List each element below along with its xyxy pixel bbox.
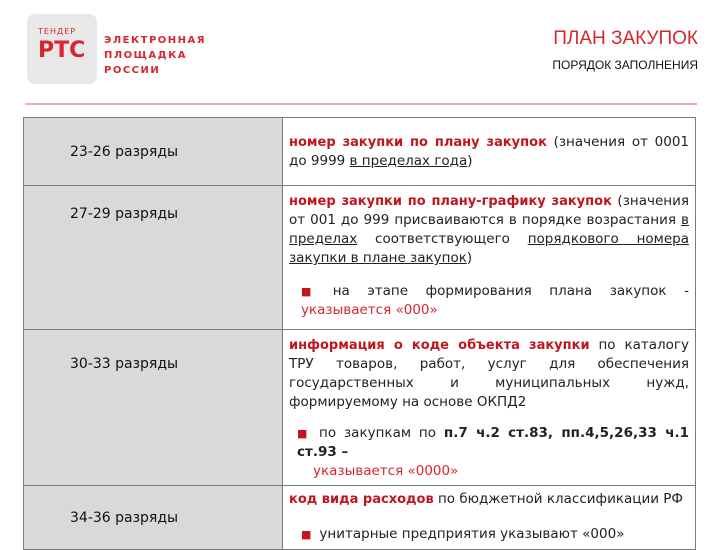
desc-text: по бюджетной классификации РФ (433, 491, 684, 507)
desc-underlined: в пределах (289, 212, 689, 247)
bullet-square-icon: ■ (301, 528, 312, 541)
page-subtitle: ПОРЯДОК ЗАПОЛНЕНИЯ (552, 58, 698, 72)
desc-underlined: порядкового номера закупки в плане закупок (289, 231, 689, 266)
bullet-square-icon: ■ (297, 427, 312, 440)
page-title: ПЛАН ЗАКУПОК (553, 28, 698, 49)
bullet-text: на этапе формирования плана закупок - (332, 283, 689, 299)
org-name-line: РОССИИ (104, 65, 161, 76)
table-row (24, 186, 696, 330)
description-cell (283, 118, 696, 186)
bullet-bold: п.7 ч.2 ст.83, пп.4,5,26,33 ч.1 ст.93 – (297, 425, 689, 460)
tender-rts-logo (27, 14, 97, 84)
bullet-highlight: указывается «000» (301, 302, 438, 318)
table-row (24, 118, 696, 186)
logo-big-text: РТС (38, 38, 86, 63)
desc-text: по каталогу ТРУ товаров, работ, услуг для обеспечения государственных и муниципальных нужд, формируемому на основе ОКПД2 (289, 337, 689, 410)
table-row (24, 330, 696, 486)
rules-table (23, 117, 696, 550)
bullet-highlight: указывается «0000» (313, 463, 459, 479)
desc-text: (значения от 0001 до 9999 (289, 133, 689, 169)
description-cell (283, 330, 696, 486)
bullet-text: по закупкам по (319, 425, 444, 441)
description-cell (283, 186, 696, 330)
org-name-line: ЭЛЕКТРОННАЯ (104, 35, 206, 46)
keyword: номер закупки по плану закупок (289, 134, 547, 150)
desc-text: ) (467, 152, 473, 169)
keyword: информация о коде объекта закупки (289, 338, 590, 353)
desc-text: ) (466, 250, 473, 266)
org-name (104, 33, 206, 78)
keyword: номер закупки по плану-графику закупок (289, 194, 612, 209)
desc-text: (значения от 001 до 999 присваиваются в порядке возрастания (289, 193, 689, 228)
category-cell: 27-29 разряды (24, 186, 283, 330)
bullet-square-icon: ■ (301, 285, 325, 298)
category-cell: 23-26 разряды (24, 118, 283, 186)
bullet-item (289, 525, 689, 544)
category-cell: 34-36 разряды (24, 486, 283, 550)
bullet-item (289, 282, 689, 320)
desc-underlined: в пределах года (349, 152, 468, 169)
bullet-item (289, 424, 689, 481)
desc-text: соответствующего (357, 231, 528, 247)
keyword: код вида расходов (289, 492, 434, 507)
header-divider (25, 103, 697, 105)
category-cell: 30-33 разряды (24, 330, 283, 486)
org-name-line: ПЛОЩАДКА (104, 50, 187, 61)
logo-small-text: ТЕНДЕР (38, 27, 77, 36)
bullet-text: унитарные предприятия указывают «000» (319, 526, 625, 542)
